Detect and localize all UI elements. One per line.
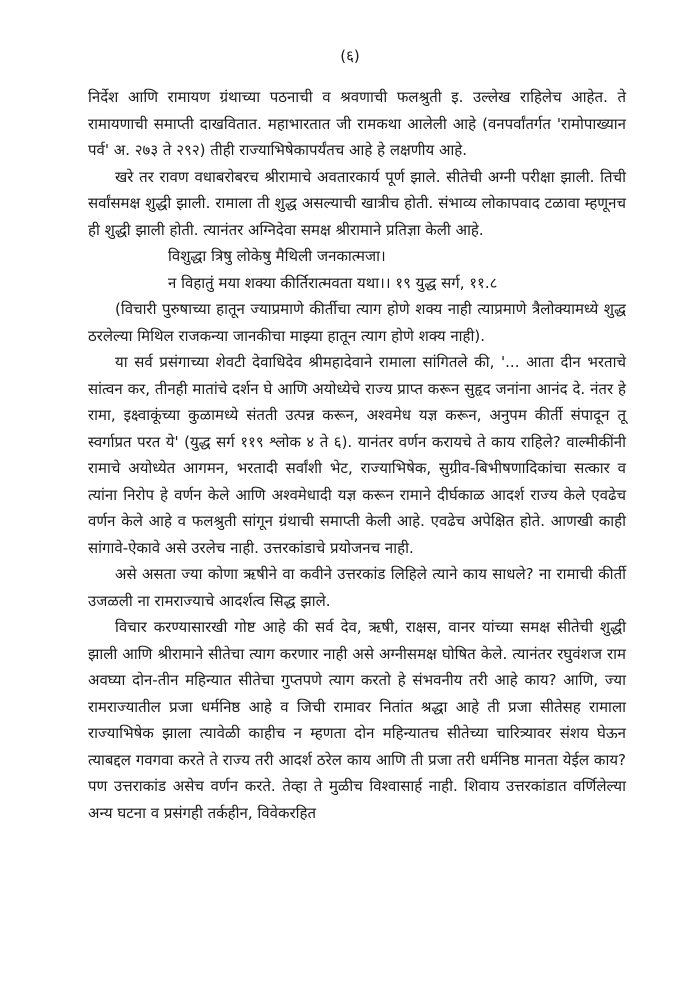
paragraph-6: विचार करण्यासारखी गोष्ट आहे की सर्व देव, ऋषी, राक्षस, वानर यांच्या समक्ष सीतेची शुद्धी झाली आणि श्रीरामाने सीतेचा त्याग करणार नाही असे अग्नीसमक्ष घोषित केले. त्यानंतर रघुवंशज राम अवघ्या दोन-तीन महिन्यात सीतेचा गुप्तपणे त्याग करतो हे संभवनीय तरी आहे काय? आणि, ज्या रामराज्यातील प्रजा धर्मनिष्ठ आहे व जिची रामावर नितांत श्रद्धा आहे ती प्रजा सीतेसह रामाला राज्याभिषेक झाला त्यावेळी काहीच न म्हणता दोन महिन्यातच सीतेच्या चारित्र्यावर संशय घेऊन त्याबद्दल गवगवा करते ते राज्य तरी आदर्श ठरेल काय आणि ती प्रजा तरी धर्मनिष्ठ मानता येईल काय? पण उत्तराकांड असेच वर्णन करते. तेव्हा ते मुळीच विश्वासार्ह नाही. शिवाय उत्तरकांडात वर्णिलेल्या अन्य घटना व प्रसंगही तर्कहीन, विवेकरहित — [88, 618, 627, 822]
paragraph-3: (विचारी पुरुषाच्या हातून ज्याप्रमाणे कीर्तीचा त्याग होणे शक्य नाही त्याप्रमाणे त्रैलोक्यामध्ये शुद्ध ठरलेल्या मिथिल राजकन्या जानकीचा माझ्या हातून त्याग होणे शक्य नाही). — [88, 300, 626, 345]
paragraph-4: या सर्व प्रसंगाच्या शेवटी देवाधिदेव श्रीमहादेवाने रामाला सांगितले की, '... आता दीन भरताचे सांत्वन कर, तीनही मातांचे दर्शन घे आणि अयोध्येचे राज्य प्राप्त करून सुहृद जनांना आनंद दे. नंतर हे रामा, इक्ष्वाकूंच्या कुळामध्ये संतती उत्पन्न करून, अश्वमेध यज्ञ करून, अनुपम कीर्ती संपादून तू स्वर्गाप्रत परत ये' (युद्ध सर्ग ११९ श्लोक ४ ते ६). यानंतर वर्णन करायचे ते काय राहिले? वाल्मीकींनी रामाचे अयोध्येत आगमन, भरतादी सर्वांशी भेट, राज्याभिषेक, सुग्रीव-बिभीषणादिकांचा सत्कार व त्यांना निरोप हे वर्णन केले आणि अश्वमेधादी यज्ञ करून रामाने दीर्घकाळ आदर्श राज्य केले एवढेच वर्णन केले आहे व फलश्रुती सांगून ग्रंथाची समाप्ती केली आहे. एवढेच अपेक्षित होते. आणखी काही सांगावे-ऐकावे असे उरलेच नाही. उत्तरकांडाचे प्रयोजनच नाही. — [88, 353, 626, 557]
paragraph-5: असे असता ज्या कोणा ऋषीने वा कवीने उत्तरकांड लिहिले त्याने काय साधले? ना रामाची कीर्ती उजळली ना रामराज्याचे आदर्शत्व सिद्ध झाले. — [88, 565, 626, 610]
body-text — [88, 84, 626, 826]
verse-line-2: न विहातुं मया शक्या कीर्तिरात्मवता यथा।। १९ युद्ध सर्ग, ११.८ — [168, 273, 498, 292]
paragraph-2: खरे तर रावण वधाबरोबरच श्रीरामाचे अवतारकार्य पूर्ण झाले. सीतेची अग्नी परीक्षा झाली. तिची सर्वांसमक्ष शुद्धी झाली. रामाला ती शुद्ध असल्याची खात्रीच होती. संभाव्य लोकापवाद टळावा म्हणूनच ही शुद्धी झाली होती. त्यानंतर अग्निदेवा समक्ष श्रीरामाने प्रतिज्ञा केली आहे. — [88, 167, 626, 239]
page-number: (६) — [340, 47, 360, 65]
paragraph-1: निर्देश आणि रामायण ग्रंथाच्या पठनाची व श्रवणाची फलश्रुती इ. उल्लेख राहिलेच आहेत. ते रामायणाची समाप्ती दाखवितात. महाभारतात जी रामकथा आलेली आहे (वनपर्वांतर्गत 'रामोपाख्यान पर्व' अ. २७३ ते २९२) तीही राज्याभिषेकापर्यंतच आहे हे लक्षणीय आहे. — [88, 88, 626, 159]
verse-line-1: विशुद्धा त्रिषु लोकेषु मैथिली जनकात्मजा। — [168, 247, 386, 265]
